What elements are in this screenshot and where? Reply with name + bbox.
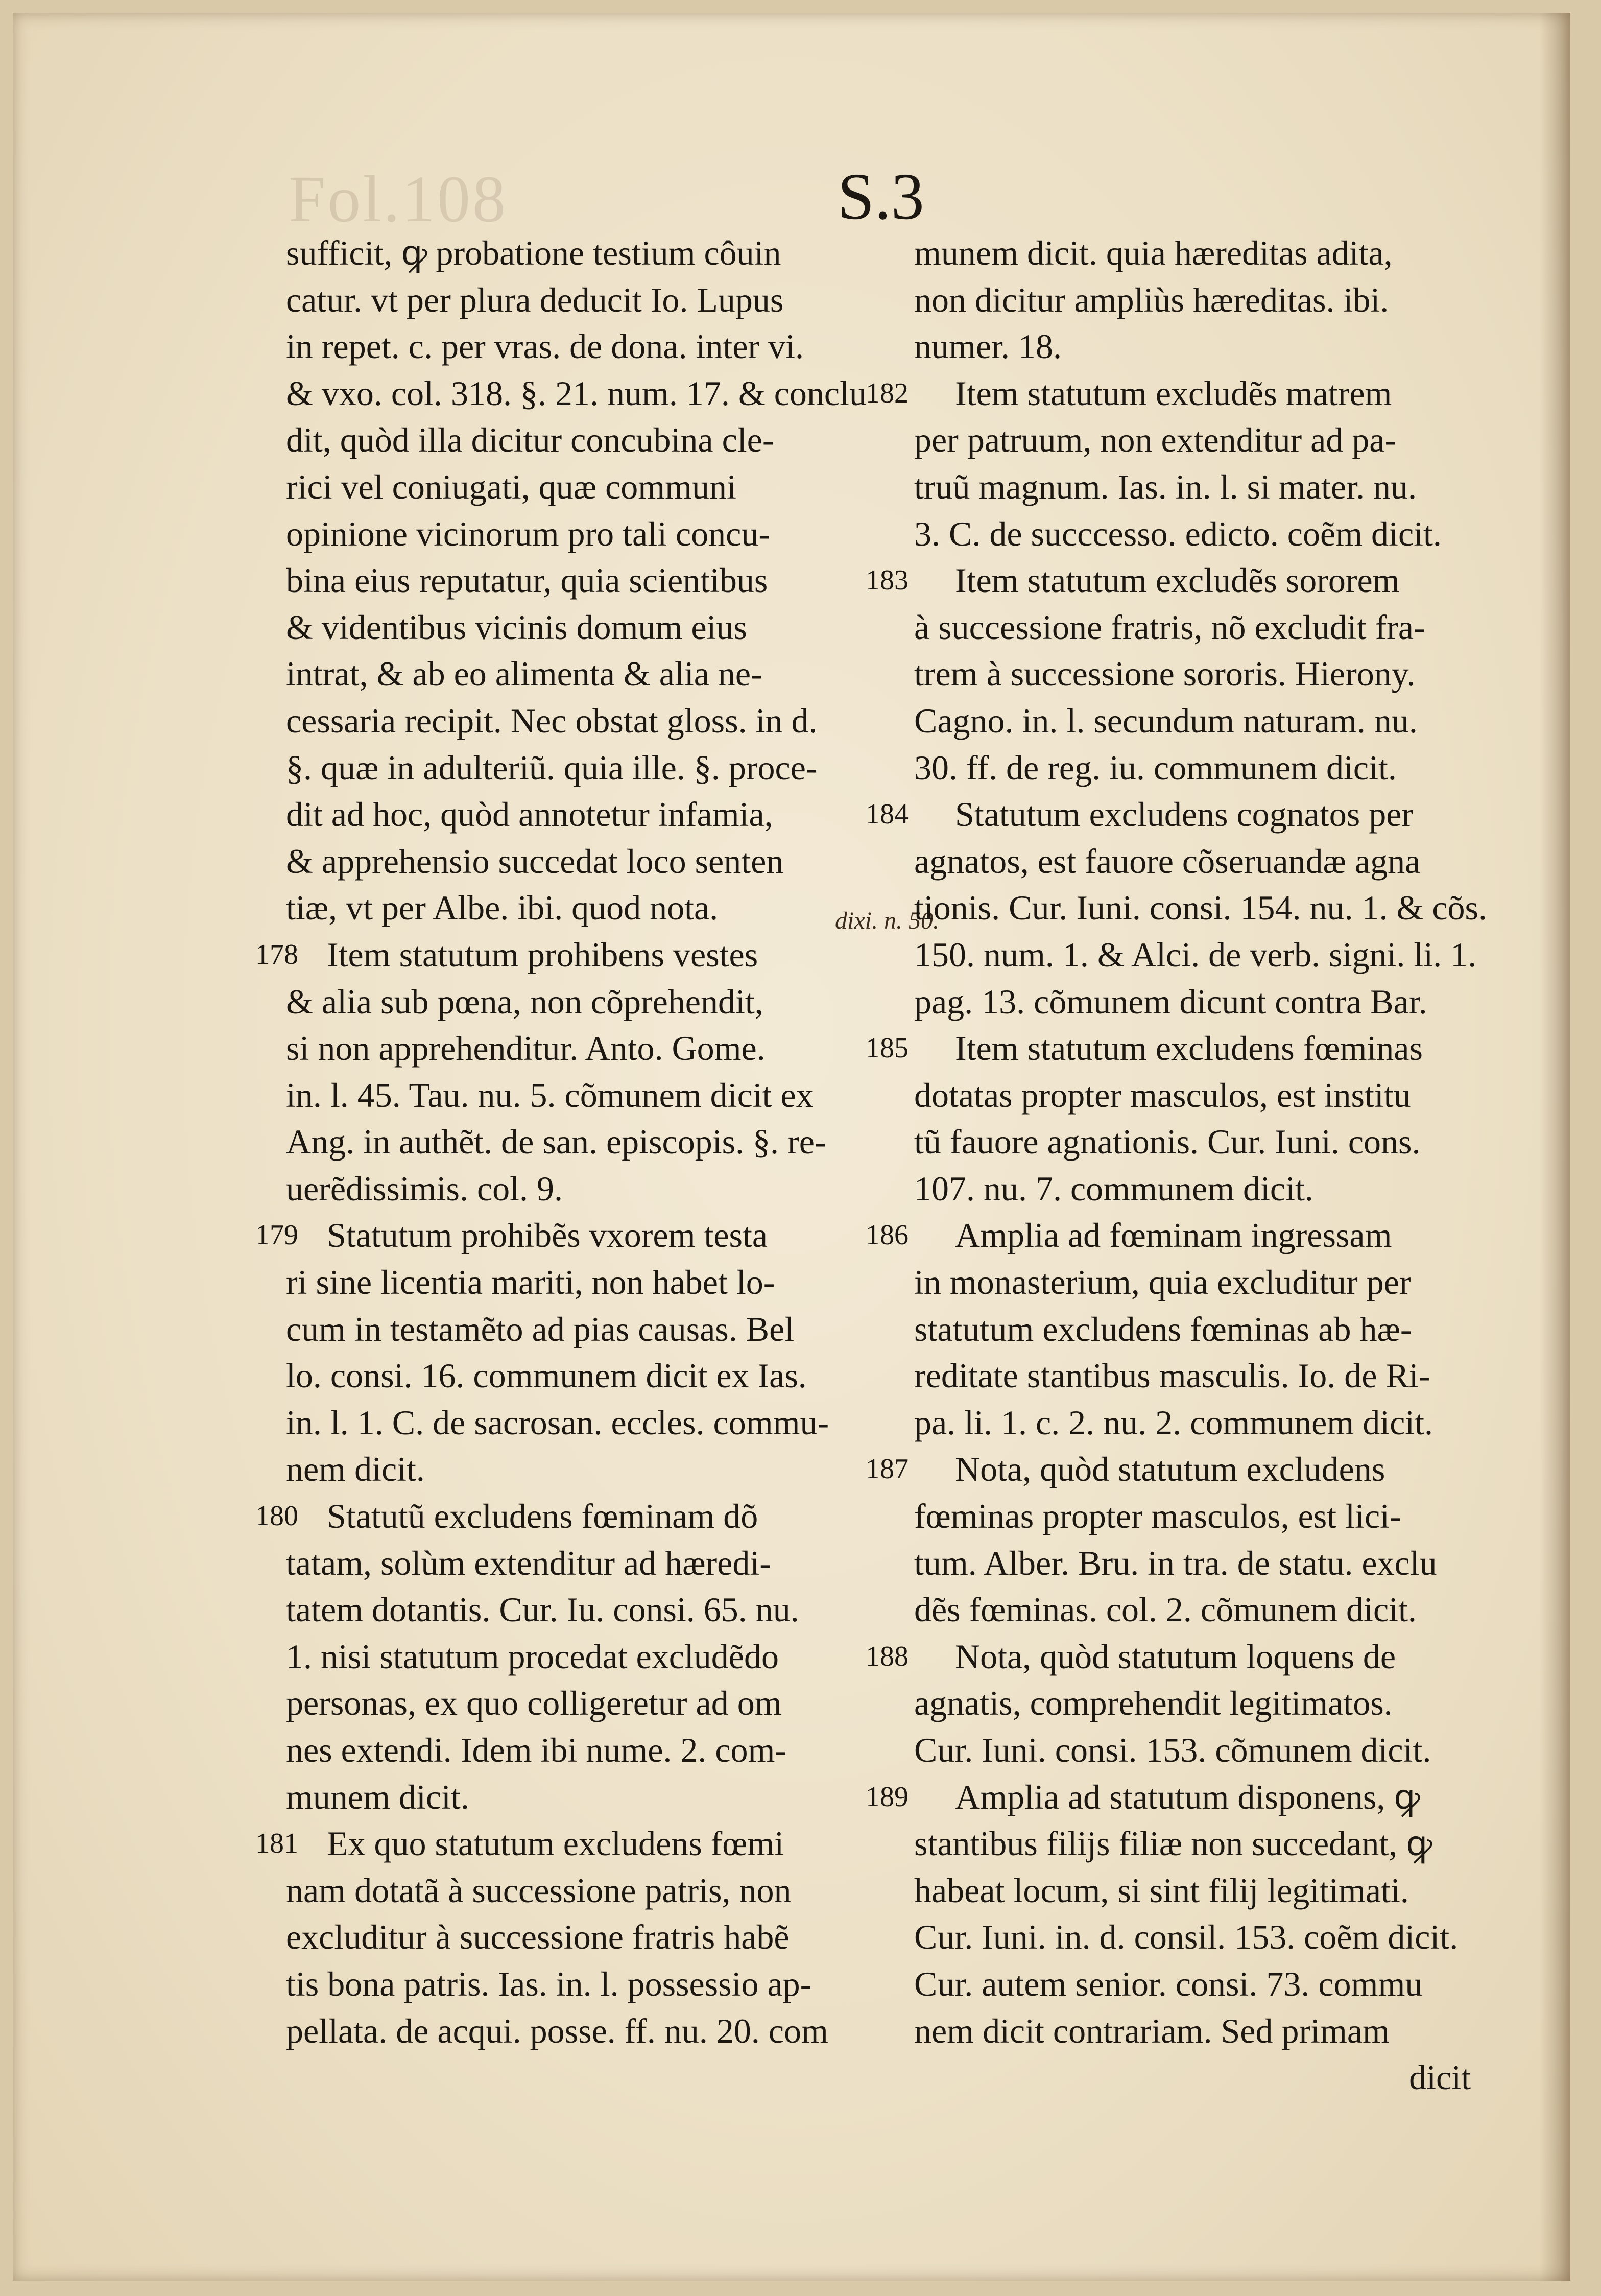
text-line [914,651,1471,698]
text-line [286,370,894,417]
text-line [286,604,894,651]
text-line [866,1774,1471,1821]
line-text: tum. Alber. Bru. in tra. de statu. exclu [914,1543,1437,1582]
text-line [286,323,894,370]
line-text: nes extendi. Idem ibi nume. 2. com- [286,1731,787,1769]
line-text: & vxo. col. 318. §. 21. num. 17. & conclu [286,373,867,413]
text-line [866,1025,1471,1072]
signature-mark: S.3 [838,160,924,233]
text-line [914,1867,1471,1914]
text-line [286,1259,894,1306]
line-text: non dicitur ampliùs hæreditas. ibi. [914,280,1389,319]
line-text: 30. ff. de reg. iu. communem dicit. [914,748,1397,787]
line-text: sufficit, ꝙ probatione testium côuin [286,233,781,272]
line-text: Ang. in authẽt. de san. episcopis. §. re- [286,1122,826,1162]
line-text: uerẽdissimis. col. 9. [286,1169,563,1208]
text-line [286,745,894,792]
line-text: agnatos, est fauore cõseruandæ agna [914,841,1421,881]
line-text: stantibus filijs filiæ non succedant, ꝙ [914,1824,1432,1863]
line-text: per patruum, non extenditur ad pa- [914,420,1397,460]
line-text: Cur. Iuni. in. d. consil. 153. coẽm dicit. [914,1918,1459,1957]
text-line [286,417,894,464]
line-text: pag. 13. cõmunem dicunt contra Bar. [914,982,1427,1021]
line-text: Amplia ad fœminam ingressam [955,1216,1392,1255]
line-text: pellata. de acqui. posse. ff. nu. 20. com [286,2011,828,2050]
line-text: in. l. 1. C. de sacrosan. eccles. commu- [286,1403,829,1442]
text-line [914,1306,1471,1353]
text-line [914,698,1471,745]
text-line [914,1072,1471,1119]
line-text: tionis. Cur. Iuni. consi. 154. nu. 1. & cõs. [914,888,1487,928]
line-text: 3. C. de succcesso. edicto. coẽm dicit. [914,514,1442,553]
line-text: Cagno. in. l. secundum naturam. nu. [914,701,1418,740]
text-line [286,651,894,698]
text-line [286,1540,894,1587]
line-text: Cur. Iuni. consi. 153. cõmunem dicit. [914,1731,1431,1769]
text-line [255,932,894,979]
line-text: Item statutum excludẽs matrem [955,373,1392,413]
line-text: 107. nu. 7. communem dicit. [914,1169,1313,1208]
text-line [914,277,1471,324]
text-line [286,698,894,745]
text-line [286,1353,894,1400]
text-line [286,557,894,604]
line-text: tatem dotantis. Cur. Iu. consi. 65. nu. [286,1590,799,1629]
line-text: nam dotatã à successione patris, non [286,1871,792,1910]
text-line [914,838,1471,885]
line-text: tis bona patris. Ias. in. l. possessio ap- [286,1964,812,2003]
line-text: intrat, & ab eo alimenta & alia ne- [286,654,762,694]
text-line [286,511,894,558]
line-text: Cur. autem senior. consi. 73. commu [914,1964,1423,2003]
line-text: Amplia ad statutum disponens, ꝙ [955,1777,1420,1816]
line-text: personas, ex quo colligeretur ad om [286,1684,782,1723]
text-line [286,1587,894,1634]
line-text: Item statutum excludens fœminas [955,1029,1423,1068]
line-text: ri sine licentia mariti, non habet lo- [286,1263,775,1302]
line-text: truũ magnum. Ias. in. l. si mater. nu. [914,467,1417,506]
text-line [286,979,894,1026]
text-line [286,1914,894,1961]
line-text: nem dicit contrariam. Sed primam [914,2011,1390,2050]
line-text: statutum excludens fœminas ab hæ- [914,1309,1412,1348]
line-text: in. l. 45. Tau. nu. 5. cõmunem dicit ex [286,1075,814,1115]
paragraph-number: 181 [255,1828,298,1860]
line-text: numer. 18. [914,327,1062,366]
paragraph-number: 183 [866,564,909,597]
paragraph-number: 187 [866,1453,909,1485]
line-text: Nota, quòd statutum excludens [955,1450,1385,1489]
text-line [255,1493,894,1540]
text-line [286,791,894,838]
text-line [914,2008,1471,2055]
line-text: excluditur à successione fratris habẽ [286,1918,790,1957]
line-text: dit ad hoc, quòd annotetur infamia, [286,795,773,834]
text-line [286,277,894,324]
line-text: tũ fauore agnationis. Cur. Iuni. cons. [914,1122,1421,1162]
line-text: lo. consi. 16. communem dicit ex Ias. [286,1356,807,1395]
line-text: Ex quo statutum excludens fœmi [327,1824,784,1863]
line-text: reditate stantibus masculis. Io. de Ri- [914,1356,1430,1395]
text-line [914,511,1471,558]
text-line [286,1119,894,1166]
text-line [286,885,894,932]
text-line [255,1820,894,1867]
text-line [866,370,1471,417]
text-line [914,417,1471,464]
line-text: tiæ, vt per Albe. ibi. quod nota. [286,888,719,928]
line-text: si non apprehenditur. Anto. Gome. [286,1029,766,1068]
line-text: 1. nisi statutum procedat excludẽdo [286,1637,779,1676]
line-text: Statutum prohibẽs vxorem testa [327,1216,768,1255]
line-text: dẽs fœminas. col. 2. cõmunem dicit. [914,1590,1417,1629]
line-text: Statutum excludens cognatos per [955,795,1414,834]
line-text: in monasterium, quia excluditur per [914,1263,1411,1302]
line-text: §. quæ in adulteriũ. quia ille. §. proce- [286,748,818,787]
text-line [914,1119,1471,1166]
text-line [914,1820,1471,1867]
text-line [914,1587,1471,1634]
text-line [914,1166,1471,1213]
paragraph-number: 184 [866,798,909,831]
paragraph-number: 180 [255,1500,298,1532]
line-text: bina eius reputatur, quia scientibus [286,561,768,600]
line-text: agnatis, comprehendit legitimatos. [914,1684,1393,1723]
text-line [286,464,894,511]
text-line [914,1914,1471,1961]
line-text: dotatas propter masculos, est institu [914,1075,1411,1115]
line-text: cum in testamẽto ad pias causas. Bel [286,1309,795,1348]
show-through-folio: Fol.108 [289,162,508,236]
text-line [914,1400,1471,1447]
line-text: munem dicit. [286,1777,469,1816]
text-line [286,1306,894,1353]
handwritten-margin-note: dixi. n. 50. [835,907,939,934]
line-text: & alia sub pœna, non cõprehendit, [286,982,763,1021]
text-line [866,1212,1471,1259]
line-text: cessaria recipit. Nec obstat gloss. in d. [286,701,818,740]
left-column [255,230,894,2054]
text-line [914,230,1471,277]
paragraph-number: 182 [866,377,909,409]
line-text: & videntibus vicinis domum eius [286,607,747,647]
line-text: pa. li. 1. c. 2. nu. 2. communem dicit. [914,1403,1433,1442]
text-line [914,885,1487,932]
text-line [286,1166,894,1213]
text-line [286,1961,894,2008]
text-line [286,1680,894,1727]
text-line [286,230,894,277]
line-text: Item statutum excludẽs sororem [955,561,1400,600]
text-line [286,1774,894,1821]
text-line [286,838,894,885]
text-line [914,1353,1471,1400]
text-line [286,1025,894,1072]
paragraph-number: 189 [866,1781,909,1813]
text-line [255,1212,894,1259]
text-line [914,1961,1471,2008]
line-text: Nota, quòd statutum loquens de [955,1637,1396,1676]
paragraph-number: 179 [255,1219,298,1251]
catchword: dicit [1409,2058,1471,2097]
text-line [866,1446,1471,1493]
text-line [914,745,1471,792]
paragraph-number: 178 [255,938,298,971]
line-text: habeat locum, si sint filij legitimati. [914,1871,1409,1910]
text-line [914,1540,1471,1587]
line-text: fœminas propter masculos, est lici- [914,1497,1401,1536]
line-text: in repet. c. per vras. de dona. inter vi. [286,327,804,366]
text-line [914,323,1471,370]
text-line [914,1680,1471,1727]
text-line [914,932,1477,979]
text-line [286,1867,894,1914]
line-text: catur. vt per plura deducit Io. Lupus [286,280,784,319]
text-line [914,1727,1471,1774]
paragraph-number: 188 [866,1640,909,1672]
text-line [914,1259,1471,1306]
line-text: rici vel coniugati, quæ communi [286,467,736,506]
line-text: à successione fratris, nõ excludit fra- [914,607,1425,647]
line-text: Item statutum prohibens vestes [327,935,758,974]
text-line [914,464,1471,511]
line-text: tatam, solùm extenditur ad hæredi- [286,1543,771,1582]
text-line [914,1493,1471,1540]
line-text: Statutũ excludens fœminam dõ [327,1497,758,1536]
text-line [286,2008,894,2055]
text-line [286,1727,894,1774]
text-line [914,979,1471,1026]
line-text: opinione vicinorum pro tali concu- [286,514,770,553]
line-text: trem à successione sororis. Hierony. [914,654,1416,694]
line-text: munem dicit. quia hæreditas adita, [914,233,1393,272]
text-line [866,557,1471,604]
text-line [286,1634,894,1680]
line-text: dit, quòd illa dicitur concubina cle- [286,420,774,460]
paragraph-number: 186 [866,1219,909,1251]
line-text: & apprehensio succedat loco senten [286,841,784,881]
text-line [866,791,1471,838]
text-line [286,1072,894,1119]
text-line [866,1634,1471,1680]
line-text: nem dicit. [286,1450,425,1489]
line-text: 150. num. 1. & Alci. de verb. signi. li. 1. [914,935,1477,974]
text-line [286,1446,894,1493]
text-line [286,1400,894,1447]
paragraph-number: 185 [866,1032,909,1064]
text-line [914,604,1471,651]
